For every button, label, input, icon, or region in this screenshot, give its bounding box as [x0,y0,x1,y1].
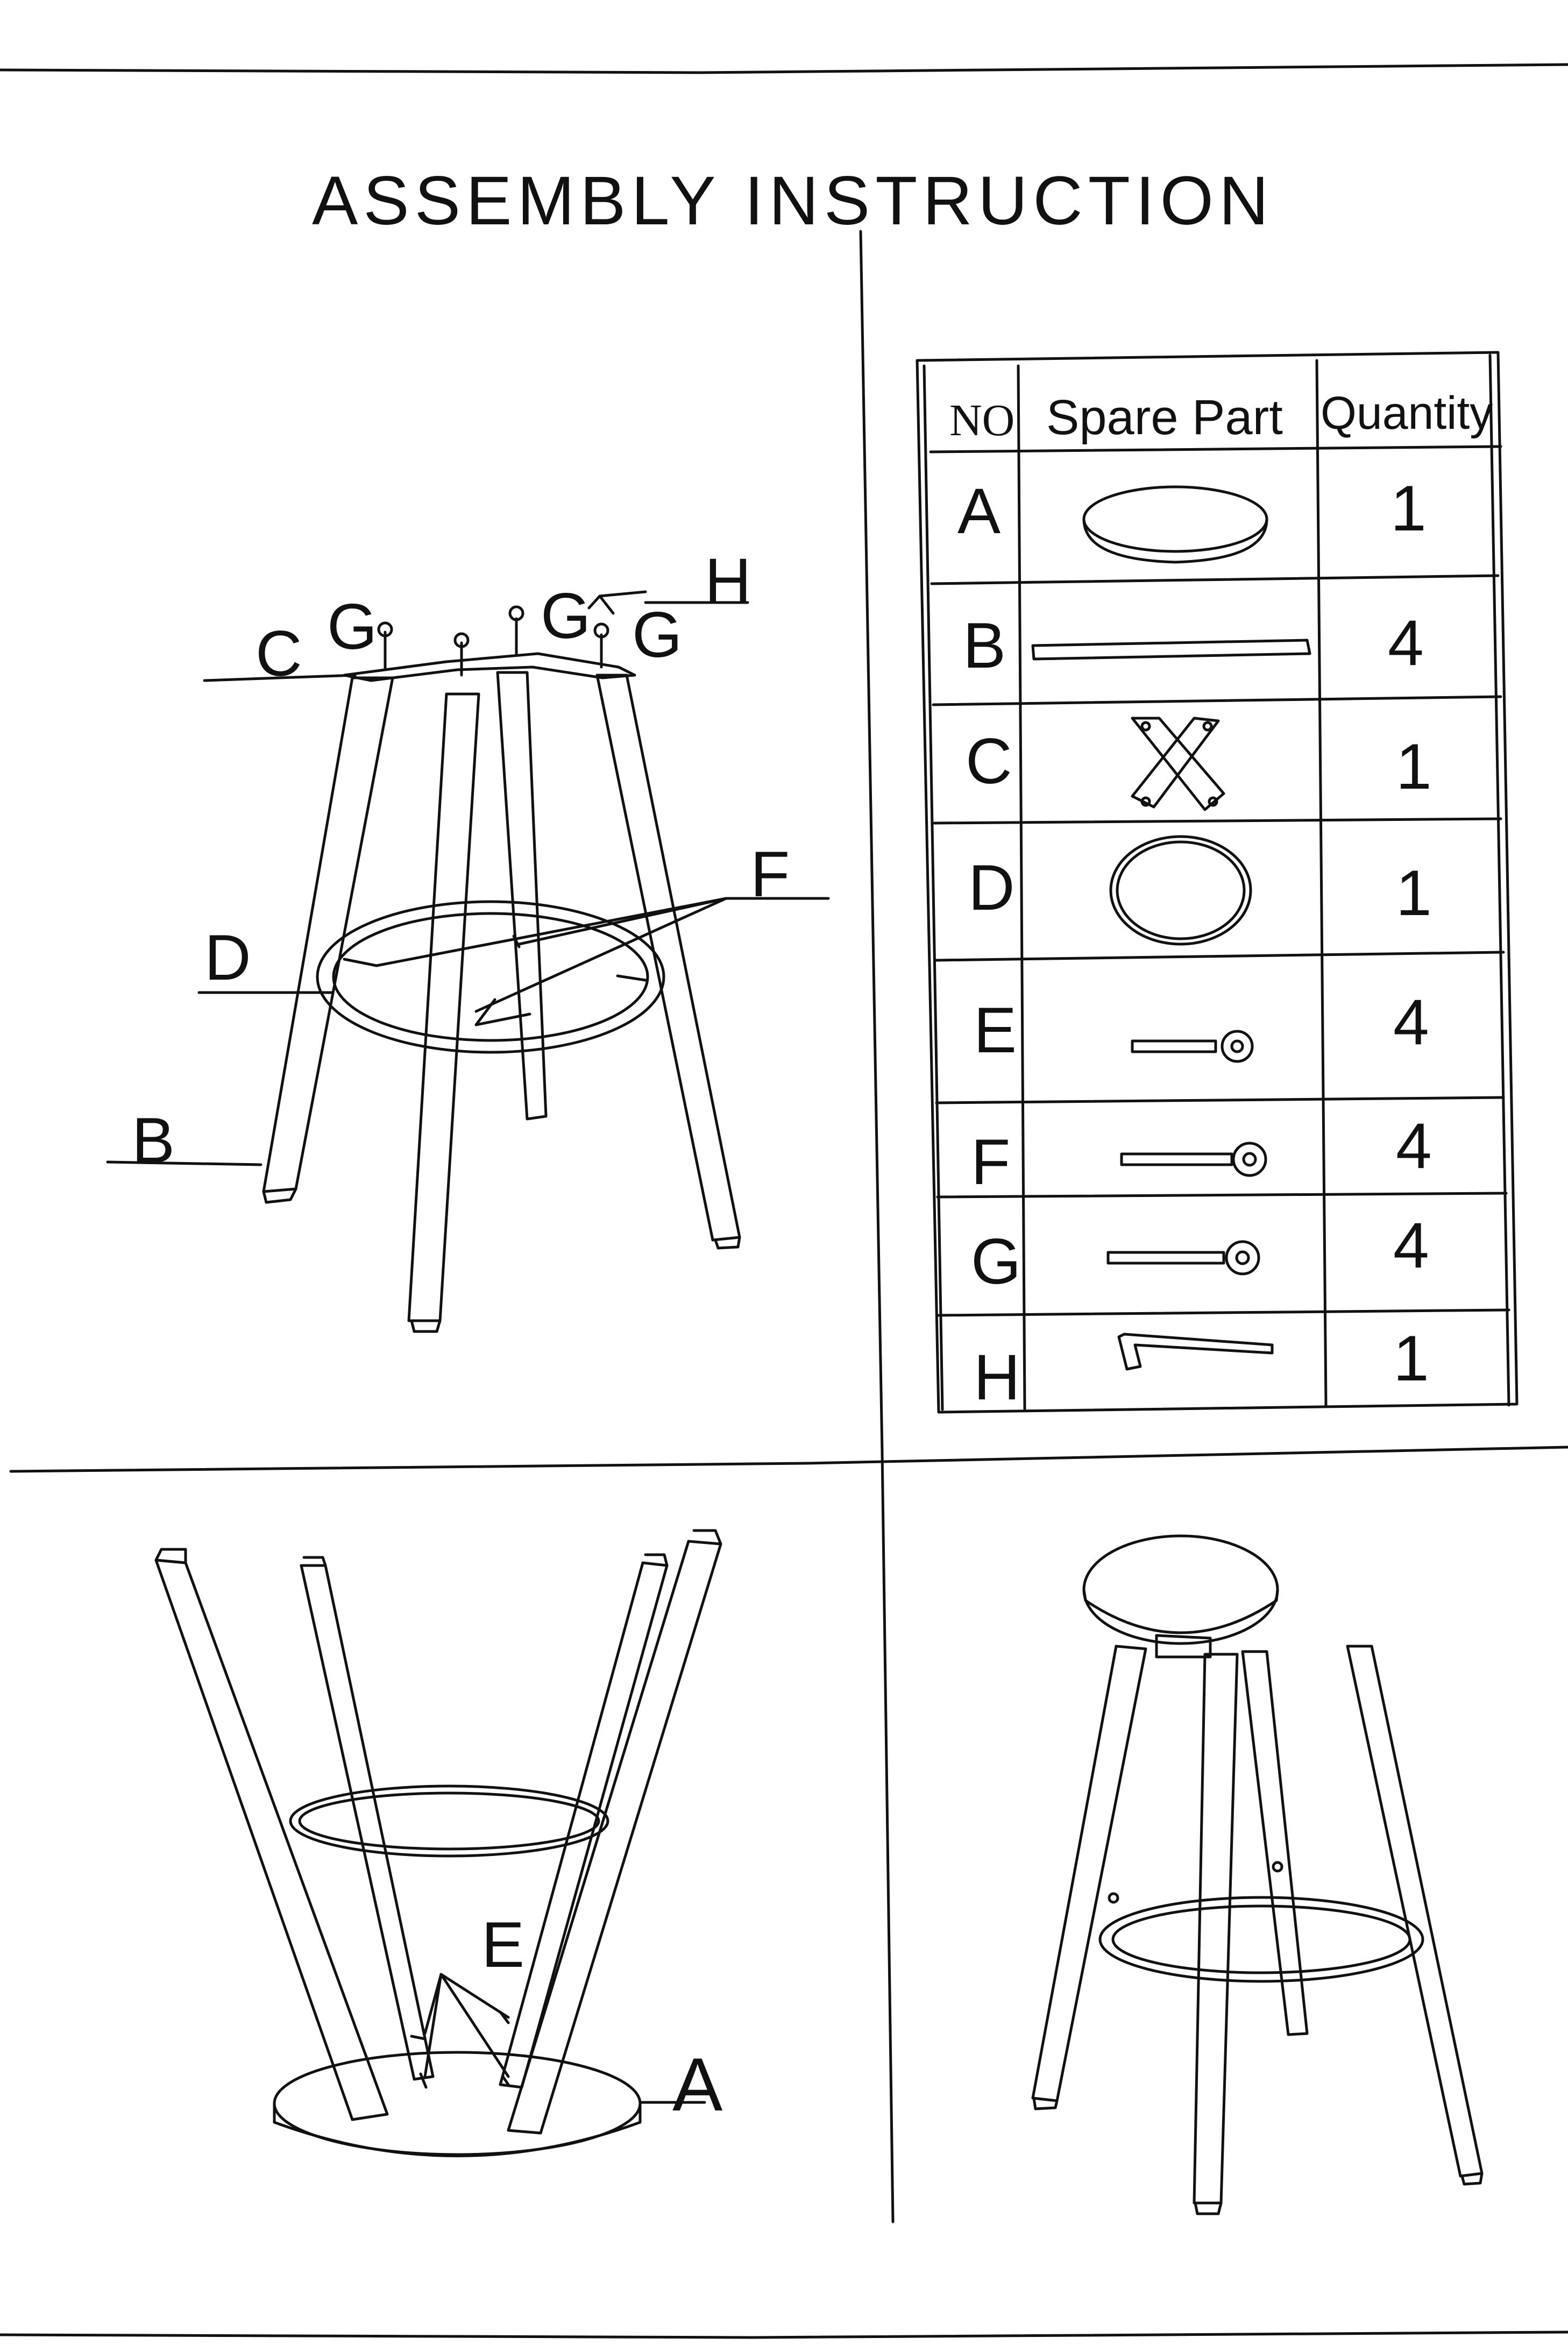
callout-e: E [481,1909,525,1981]
table-row-quantity: 1 [1396,731,1432,803]
allen-key-icon [1119,1334,1272,1369]
table-row-no: C [966,725,1012,797]
screw-icon [1132,1031,1252,1061]
table-header-quantity: Quantity [1321,387,1493,439]
table-row-quantity: 1 [1390,472,1427,544]
table-row-quantity: 4 [1393,1209,1429,1281]
table-row-no: A [957,475,1001,547]
bolt-g-icon [595,624,608,667]
table-row-quantity: 4 [1393,986,1429,1058]
callout-b: B [132,1104,175,1177]
callout-f: F [750,838,790,910]
bolt-g-icon [510,607,523,654]
horizontal-divider [11,1447,1568,1471]
callout-a: A [672,2042,723,2127]
top-border-line [0,65,1568,73]
table-row-quantity: 4 [1396,1110,1432,1182]
bottom-border-line [0,2332,1568,2337]
leg-rod-icon [1033,640,1310,659]
table-row-no: B [963,610,1006,682]
seat-cushion-icon [1084,487,1267,562]
callout-h: H [705,545,751,617]
table-row-quantity: 1 [1396,857,1432,929]
table-header-no: NO [949,395,1015,445]
callout-g: G [632,599,683,671]
step2-flip-assembly [156,1531,721,2156]
table-row-no: F [971,1126,1011,1198]
callout-d: D [204,922,251,994]
step3-finished-stool [1033,1536,1482,2214]
screw-icon [1122,1143,1266,1175]
table-row-quantity: 1 [1393,1322,1429,1394]
screw-icon [1108,1242,1259,1274]
table-row-no: D [968,852,1015,924]
callout-g: G [327,591,378,663]
page-title: ASSEMBLY INSTRUCTION [312,162,1274,239]
callout-c: C [256,618,302,690]
table-header-spare-part: Spare Part [1046,390,1283,445]
foot-ring-icon [1111,837,1251,944]
bolt-g-icon [379,623,392,670]
table-row-no: E [974,994,1017,1066]
vertical-divider [861,231,893,2222]
table-row-quantity: 4 [1388,607,1424,679]
table-row-no: G [971,1225,1021,1298]
callout-g: G [541,580,591,652]
cross-bracket-icon [1132,718,1224,810]
table-row-no: H [974,1341,1020,1413]
